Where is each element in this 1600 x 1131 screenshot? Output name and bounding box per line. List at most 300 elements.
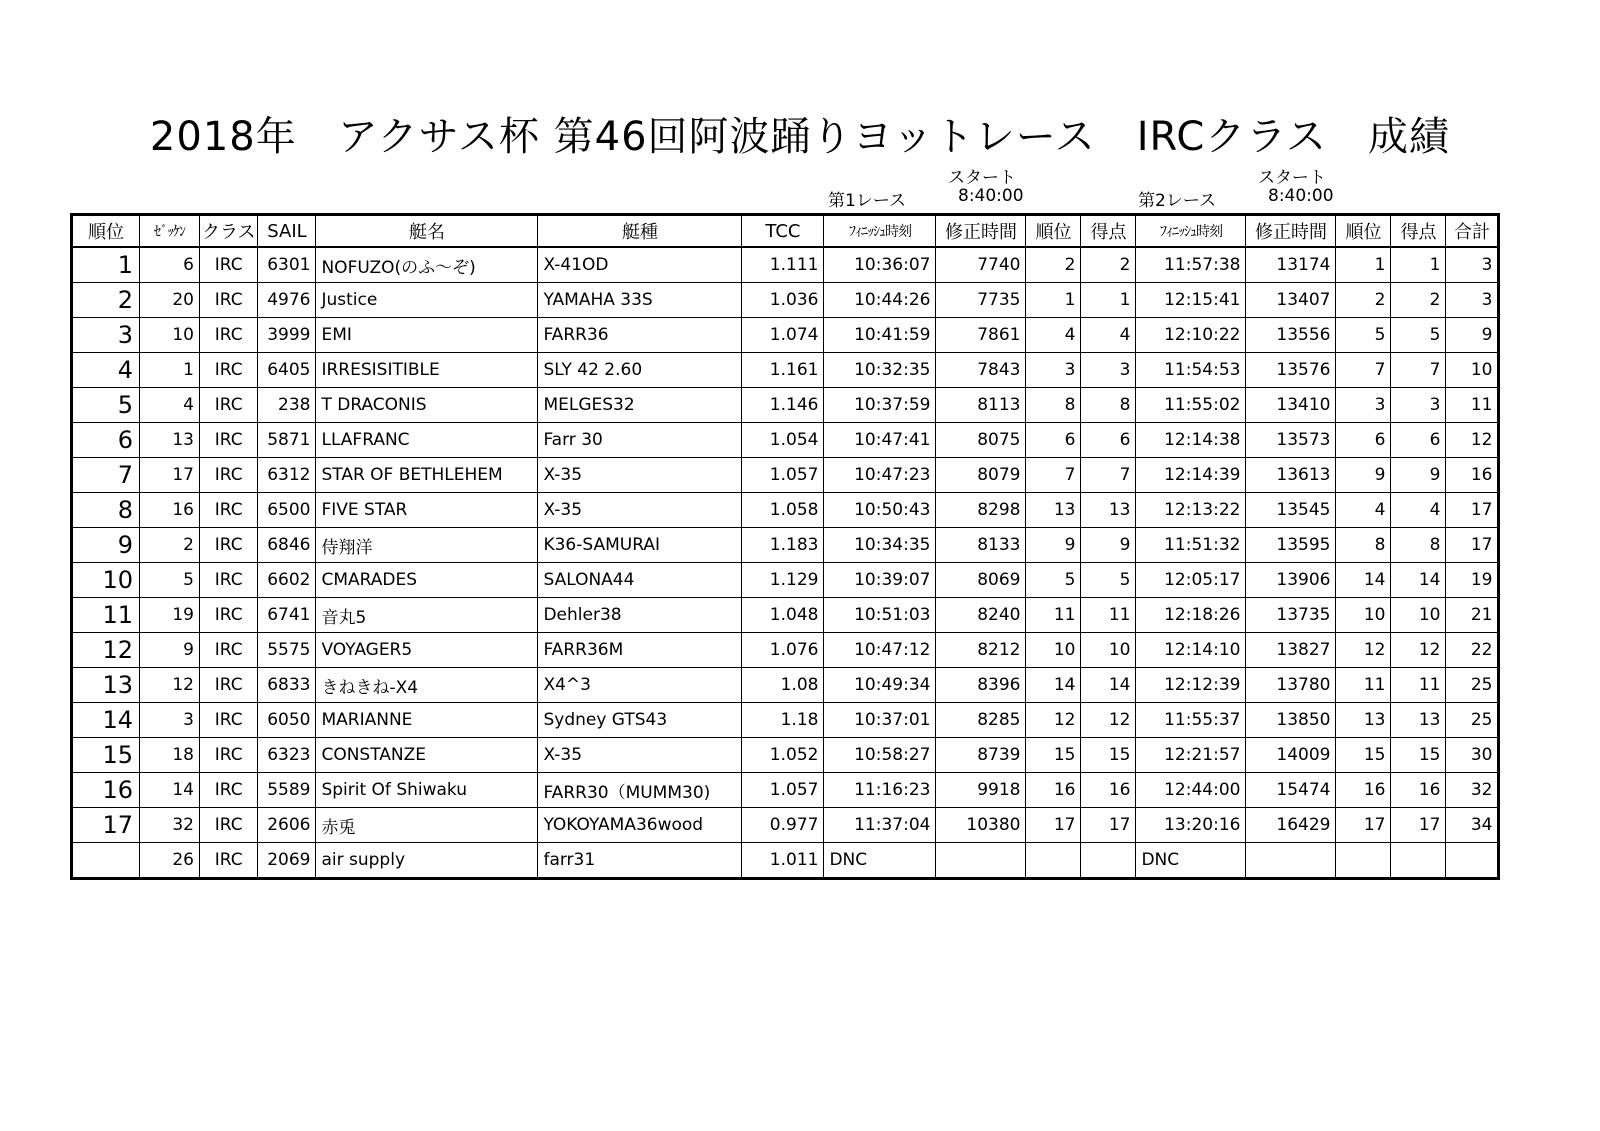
race2-start-time: 8:40:00 <box>1268 186 1334 206</box>
cell-bib: 19 <box>140 598 200 633</box>
table-row <box>72 318 1499 353</box>
cell-race2-finish: 12:14:38 <box>1136 423 1246 458</box>
header-race1-corrected: 修正時間 <box>936 215 1026 248</box>
cell-race2-finish: 12:12:39 <box>1136 668 1246 703</box>
cell-boat-name: MARIANNE <box>316 703 538 738</box>
cell-total: 3 <box>1446 283 1499 318</box>
cell-boat-type: X-41OD <box>538 247 742 283</box>
cell-race1-corrected: 7861 <box>936 318 1026 353</box>
cell-race1-finish: 10:44:26 <box>824 283 936 318</box>
cell-race1-finish: 10:51:03 <box>824 598 936 633</box>
cell-boat-type: K36-SAMURAI <box>538 528 742 563</box>
cell-rank: 5 <box>72 388 140 423</box>
header-total: 合計 <box>1446 215 1499 248</box>
cell-race1-rank: 2 <box>1026 247 1081 283</box>
cell-tcc: 1.183 <box>742 528 824 563</box>
cell-total: 12 <box>1446 423 1499 458</box>
cell-tcc: 1.161 <box>742 353 824 388</box>
cell-race1-rank: 14 <box>1026 668 1081 703</box>
cell-rank <box>72 843 140 879</box>
cell-race2-rank: 10 <box>1336 598 1391 633</box>
cell-boat-name: 侍翔洋 <box>316 528 538 563</box>
cell-race2-corrected: 13545 <box>1246 493 1336 528</box>
cell-race2-rank: 17 <box>1336 808 1391 843</box>
cell-boat-type: FARR36 <box>538 318 742 353</box>
cell-boat-name: 音丸5 <box>316 598 538 633</box>
table-row <box>72 738 1499 773</box>
cell-race2-finish: 11:54:53 <box>1136 353 1246 388</box>
cell-boat-name: LLAFRANC <box>316 423 538 458</box>
cell-tcc: 1.129 <box>742 563 824 598</box>
cell-race1-finish: 10:32:35 <box>824 353 936 388</box>
cell-race2-finish: 13:20:16 <box>1136 808 1246 843</box>
cell-race2-finish: 11:57:38 <box>1136 247 1246 283</box>
cell-race2-rank: 7 <box>1336 353 1391 388</box>
cell-race1-points: 10 <box>1081 633 1136 668</box>
cell-race2-rank: 3 <box>1336 388 1391 423</box>
cell-race1-corrected: 7843 <box>936 353 1026 388</box>
cell-race1-points: 13 <box>1081 493 1136 528</box>
cell-race2-corrected: 13613 <box>1246 458 1336 493</box>
cell-race1-finish: 10:50:43 <box>824 493 936 528</box>
cell-boat-name: VOYAGER5 <box>316 633 538 668</box>
cell-boat-name: T DRACONIS <box>316 388 538 423</box>
cell-race1-corrected: 8285 <box>936 703 1026 738</box>
cell-bib: 17 <box>140 458 200 493</box>
table-row <box>72 388 1499 423</box>
cell-race1-points: 7 <box>1081 458 1136 493</box>
cell-boat-type: YOKOYAMA36wood <box>538 808 742 843</box>
header-race2-finish: ﾌｨﾆｯｼｭ時刻 <box>1136 215 1246 248</box>
cell-sail: 4976 <box>258 283 316 318</box>
cell-class: IRC <box>200 738 258 773</box>
cell-race1-points: 11 <box>1081 598 1136 633</box>
cell-race2-points: 16 <box>1391 773 1446 808</box>
cell-race1-rank: 11 <box>1026 598 1081 633</box>
cell-race2-rank: 1 <box>1336 247 1391 283</box>
cell-race2-corrected: 14009 <box>1246 738 1336 773</box>
cell-race1-finish: 10:47:12 <box>824 633 936 668</box>
cell-race2-finish: 12:44:00 <box>1136 773 1246 808</box>
cell-rank: 10 <box>72 563 140 598</box>
header-rank: 順位 <box>72 215 140 248</box>
cell-tcc: 1.146 <box>742 388 824 423</box>
table-row <box>72 843 1499 879</box>
race2-start-label: スタート <box>1258 168 1326 188</box>
cell-race1-corrected: 7735 <box>936 283 1026 318</box>
cell-race1-corrected: 8212 <box>936 633 1026 668</box>
table-row <box>72 283 1499 318</box>
race1-label: 第1レース <box>828 191 906 211</box>
cell-class: IRC <box>200 808 258 843</box>
cell-race2-rank <box>1336 843 1391 879</box>
cell-boat-type: SALONA44 <box>538 563 742 598</box>
cell-race2-points: 1 <box>1391 247 1446 283</box>
cell-class: IRC <box>200 528 258 563</box>
cell-boat-name: きねきね-X4 <box>316 668 538 703</box>
cell-race2-points: 2 <box>1391 283 1446 318</box>
cell-boat-type: SLY 42 2.60 <box>538 353 742 388</box>
cell-tcc: 1.057 <box>742 458 824 493</box>
cell-race1-rank: 5 <box>1026 563 1081 598</box>
cell-total: 22 <box>1446 633 1499 668</box>
header-race2-corrected: 修正時間 <box>1246 215 1336 248</box>
table-row <box>72 423 1499 458</box>
cell-race1-rank: 17 <box>1026 808 1081 843</box>
cell-tcc: 1.111 <box>742 247 824 283</box>
cell-sail: 6301 <box>258 247 316 283</box>
cell-total: 3 <box>1446 247 1499 283</box>
cell-tcc: 0.977 <box>742 808 824 843</box>
cell-rank: 6 <box>72 423 140 458</box>
cell-race1-rank: 9 <box>1026 528 1081 563</box>
cell-boat-type: FARR30（MUMM30) <box>538 773 742 808</box>
cell-bib: 4 <box>140 388 200 423</box>
cell-race2-corrected: 16429 <box>1246 808 1336 843</box>
cell-rank: 12 <box>72 633 140 668</box>
cell-boat-type: X4^3 <box>538 668 742 703</box>
cell-race1-points: 4 <box>1081 318 1136 353</box>
header-race2-points: 得点 <box>1391 215 1446 248</box>
cell-race2-points: 15 <box>1391 738 1446 773</box>
cell-race2-corrected: 13595 <box>1246 528 1336 563</box>
cell-class: IRC <box>200 598 258 633</box>
cell-total: 30 <box>1446 738 1499 773</box>
cell-tcc: 1.08 <box>742 668 824 703</box>
cell-race1-finish: 10:39:07 <box>824 563 936 598</box>
cell-race1-points: 3 <box>1081 353 1136 388</box>
cell-race2-rank: 9 <box>1336 458 1391 493</box>
cell-race1-points: 16 <box>1081 773 1136 808</box>
table-row <box>72 773 1499 808</box>
cell-race1-corrected: 9918 <box>936 773 1026 808</box>
cell-race1-points: 6 <box>1081 423 1136 458</box>
cell-rank: 16 <box>72 773 140 808</box>
cell-race2-finish: 11:55:02 <box>1136 388 1246 423</box>
cell-race1-rank: 12 <box>1026 703 1081 738</box>
cell-race1-points: 12 <box>1081 703 1136 738</box>
cell-race2-rank: 2 <box>1336 283 1391 318</box>
cell-race1-rank: 13 <box>1026 493 1081 528</box>
cell-race2-points: 8 <box>1391 528 1446 563</box>
cell-race1-corrected: 8069 <box>936 563 1026 598</box>
cell-race1-corrected: 8739 <box>936 738 1026 773</box>
cell-race1-rank: 7 <box>1026 458 1081 493</box>
cell-sail: 6323 <box>258 738 316 773</box>
cell-race1-rank: 10 <box>1026 633 1081 668</box>
cell-race2-points: 4 <box>1391 493 1446 528</box>
cell-class: IRC <box>200 423 258 458</box>
cell-race2-corrected: 13827 <box>1246 633 1336 668</box>
cell-class: IRC <box>200 633 258 668</box>
cell-race2-rank: 15 <box>1336 738 1391 773</box>
cell-sail: 6602 <box>258 563 316 598</box>
cell-race1-finish: 10:41:59 <box>824 318 936 353</box>
cell-boat-type: FARR36M <box>538 633 742 668</box>
cell-race2-finish: 12:18:26 <box>1136 598 1246 633</box>
table-row <box>72 598 1499 633</box>
cell-boat-name: CMARADES <box>316 563 538 598</box>
cell-bib: 14 <box>140 773 200 808</box>
cell-race2-corrected: 13850 <box>1246 703 1336 738</box>
cell-race1-rank <box>1026 843 1081 879</box>
cell-race2-corrected: 13174 <box>1246 247 1336 283</box>
cell-tcc: 1.011 <box>742 843 824 879</box>
race2-label: 第2レース <box>1138 191 1216 211</box>
cell-race1-corrected: 8079 <box>936 458 1026 493</box>
cell-race2-finish: 11:55:37 <box>1136 703 1246 738</box>
cell-boat-name: air supply <box>316 843 538 879</box>
cell-class: IRC <box>200 283 258 318</box>
cell-class: IRC <box>200 563 258 598</box>
cell-race2-corrected: 13556 <box>1246 318 1336 353</box>
cell-boat-type: YAMAHA 33S <box>538 283 742 318</box>
cell-race2-rank: 11 <box>1336 668 1391 703</box>
cell-sail: 6050 <box>258 703 316 738</box>
cell-bib: 16 <box>140 493 200 528</box>
cell-race2-points: 17 <box>1391 808 1446 843</box>
cell-sail: 3999 <box>258 318 316 353</box>
table-row <box>72 493 1499 528</box>
cell-race1-finish: 10:47:23 <box>824 458 936 493</box>
cell-total: 16 <box>1446 458 1499 493</box>
cell-race1-points: 15 <box>1081 738 1136 773</box>
cell-race2-finish: 11:51:32 <box>1136 528 1246 563</box>
cell-bib: 18 <box>140 738 200 773</box>
cell-bib: 6 <box>140 247 200 283</box>
cell-race2-corrected: 13407 <box>1246 283 1336 318</box>
results-body <box>72 247 1499 879</box>
cell-rank: 15 <box>72 738 140 773</box>
cell-race2-points: 14 <box>1391 563 1446 598</box>
header-tcc: TCC <box>742 215 824 248</box>
cell-tcc: 1.036 <box>742 283 824 318</box>
cell-bib: 26 <box>140 843 200 879</box>
cell-race1-finish: 10:37:01 <box>824 703 936 738</box>
cell-race1-points: 17 <box>1081 808 1136 843</box>
cell-race1-points: 5 <box>1081 563 1136 598</box>
cell-race2-corrected <box>1246 843 1336 879</box>
cell-race1-corrected <box>936 843 1026 879</box>
cell-race2-points: 9 <box>1391 458 1446 493</box>
cell-race2-points <box>1391 843 1446 879</box>
cell-race2-corrected: 13410 <box>1246 388 1336 423</box>
cell-boat-name: IRRESISITIBLE <box>316 353 538 388</box>
cell-rank: 3 <box>72 318 140 353</box>
cell-race2-finish: 12:05:17 <box>1136 563 1246 598</box>
cell-race1-rank: 1 <box>1026 283 1081 318</box>
cell-sail: 5871 <box>258 423 316 458</box>
cell-class: IRC <box>200 773 258 808</box>
table-row <box>72 563 1499 598</box>
cell-race2-corrected: 15474 <box>1246 773 1336 808</box>
cell-race1-corrected: 8298 <box>936 493 1026 528</box>
cell-rank: 8 <box>72 493 140 528</box>
header-race1-finish: ﾌｨﾆｯｼｭ時刻 <box>824 215 936 248</box>
cell-tcc: 1.074 <box>742 318 824 353</box>
cell-race2-points: 12 <box>1391 633 1446 668</box>
cell-race2-points: 5 <box>1391 318 1446 353</box>
cell-total: 11 <box>1446 388 1499 423</box>
cell-race1-finish: 11:16:23 <box>824 773 936 808</box>
cell-race1-rank: 15 <box>1026 738 1081 773</box>
cell-race2-points: 13 <box>1391 703 1446 738</box>
cell-race1-points: 8 <box>1081 388 1136 423</box>
header-race2-rank: 順位 <box>1336 215 1391 248</box>
cell-tcc: 1.18 <box>742 703 824 738</box>
cell-class: IRC <box>200 843 258 879</box>
cell-total: 34 <box>1446 808 1499 843</box>
cell-bib: 20 <box>140 283 200 318</box>
cell-race1-finish: 10:49:34 <box>824 668 936 703</box>
cell-boat-type: MELGES32 <box>538 388 742 423</box>
cell-race1-points: 14 <box>1081 668 1136 703</box>
cell-race2-finish: 12:14:39 <box>1136 458 1246 493</box>
table-row <box>72 528 1499 563</box>
cell-race2-rank: 6 <box>1336 423 1391 458</box>
cell-boat-type: farr31 <box>538 843 742 879</box>
cell-boat-name: NOFUZO(のふ～ぞ) <box>316 247 538 283</box>
cell-boat-name: CONSTANZE <box>316 738 538 773</box>
cell-race1-finish: 10:47:41 <box>824 423 936 458</box>
cell-sail: 6741 <box>258 598 316 633</box>
cell-boat-type: X-35 <box>538 738 742 773</box>
cell-boat-type: Sydney GTS43 <box>538 703 742 738</box>
header-boat-type: 艇種 <box>538 215 742 248</box>
cell-sail: 238 <box>258 388 316 423</box>
cell-boat-name: FIVE STAR <box>316 493 538 528</box>
race1-start-time: 8:40:00 <box>958 186 1024 206</box>
header-bib: ｾﾞｯｹﾝ <box>140 215 200 248</box>
cell-race1-finish: 10:36:07 <box>824 247 936 283</box>
cell-boat-name: 赤兎 <box>316 808 538 843</box>
cell-race2-finish: DNC <box>1136 843 1246 879</box>
cell-sail: 2606 <box>258 808 316 843</box>
table-row <box>72 458 1499 493</box>
table-row <box>72 353 1499 388</box>
cell-race1-rank: 16 <box>1026 773 1081 808</box>
cell-race2-finish: 12:10:22 <box>1136 318 1246 353</box>
cell-race1-finish: 10:37:59 <box>824 388 936 423</box>
cell-race2-corrected: 13573 <box>1246 423 1336 458</box>
cell-total: 19 <box>1446 563 1499 598</box>
cell-bib: 10 <box>140 318 200 353</box>
cell-tcc: 1.076 <box>742 633 824 668</box>
cell-race1-rank: 6 <box>1026 423 1081 458</box>
cell-class: IRC <box>200 493 258 528</box>
cell-total: 10 <box>1446 353 1499 388</box>
cell-bib: 9 <box>140 633 200 668</box>
cell-bib: 2 <box>140 528 200 563</box>
cell-rank: 1 <box>72 247 140 283</box>
cell-boat-type: Dehler38 <box>538 598 742 633</box>
table-row <box>72 808 1499 843</box>
header-boat-name: 艇名 <box>316 215 538 248</box>
cell-race1-rank: 3 <box>1026 353 1081 388</box>
cell-rank: 2 <box>72 283 140 318</box>
cell-rank: 4 <box>72 353 140 388</box>
cell-bib: 12 <box>140 668 200 703</box>
cell-race1-finish: 11:37:04 <box>824 808 936 843</box>
cell-race2-corrected: 13576 <box>1246 353 1336 388</box>
cell-rank: 17 <box>72 808 140 843</box>
cell-class: IRC <box>200 703 258 738</box>
cell-race1-finish: DNC <box>824 843 936 879</box>
cell-race2-rank: 12 <box>1336 633 1391 668</box>
cell-race1-points: 1 <box>1081 283 1136 318</box>
header-race1-points: 得点 <box>1081 215 1136 248</box>
cell-class: IRC <box>200 668 258 703</box>
cell-race2-corrected: 13735 <box>1246 598 1336 633</box>
table-row <box>72 668 1499 703</box>
header-race1-rank: 順位 <box>1026 215 1081 248</box>
results-table <box>70 213 1500 880</box>
cell-tcc: 1.058 <box>742 493 824 528</box>
cell-total: 21 <box>1446 598 1499 633</box>
cell-total <box>1446 843 1499 879</box>
table-row <box>72 247 1499 283</box>
page-title: 2018年 アクサス杯 第46回阿波踊りヨットレース IRCクラス 成績 <box>149 114 1451 160</box>
cell-boat-type: X-35 <box>538 493 742 528</box>
cell-race1-corrected: 8113 <box>936 388 1026 423</box>
cell-total: 32 <box>1446 773 1499 808</box>
cell-race2-points: 7 <box>1391 353 1446 388</box>
cell-race1-points <box>1081 843 1136 879</box>
cell-boat-name: EMI <box>316 318 538 353</box>
cell-race1-corrected: 7740 <box>936 247 1026 283</box>
cell-rank: 9 <box>72 528 140 563</box>
cell-bib: 32 <box>140 808 200 843</box>
cell-race1-corrected: 8396 <box>936 668 1026 703</box>
cell-boat-name: Justice <box>316 283 538 318</box>
cell-race1-rank: 4 <box>1026 318 1081 353</box>
cell-race2-points: 6 <box>1391 423 1446 458</box>
cell-class: IRC <box>200 353 258 388</box>
header-row <box>72 215 1499 248</box>
cell-sail: 2069 <box>258 843 316 879</box>
cell-rank: 11 <box>72 598 140 633</box>
cell-race2-rank: 13 <box>1336 703 1391 738</box>
cell-sail: 6500 <box>258 493 316 528</box>
cell-race2-points: 10 <box>1391 598 1446 633</box>
cell-race1-corrected: 10380 <box>936 808 1026 843</box>
cell-race2-finish: 12:21:57 <box>1136 738 1246 773</box>
cell-boat-name: Spirit Of Shiwaku <box>316 773 538 808</box>
cell-rank: 14 <box>72 703 140 738</box>
cell-race1-finish: 10:34:35 <box>824 528 936 563</box>
table-row <box>72 633 1499 668</box>
cell-race2-corrected: 13780 <box>1246 668 1336 703</box>
cell-sail: 6833 <box>258 668 316 703</box>
cell-boat-name: STAR OF BETHLEHEM <box>316 458 538 493</box>
cell-tcc: 1.054 <box>742 423 824 458</box>
header-class: クラス <box>200 215 258 248</box>
cell-race2-corrected: 13906 <box>1246 563 1336 598</box>
cell-race2-rank: 4 <box>1336 493 1391 528</box>
cell-class: IRC <box>200 388 258 423</box>
cell-race1-finish: 10:58:27 <box>824 738 936 773</box>
cell-sail: 6846 <box>258 528 316 563</box>
cell-bib: 3 <box>140 703 200 738</box>
cell-race2-points: 11 <box>1391 668 1446 703</box>
cell-total: 9 <box>1446 318 1499 353</box>
cell-sail: 6312 <box>258 458 316 493</box>
cell-race1-points: 2 <box>1081 247 1136 283</box>
cell-boat-type: Farr 30 <box>538 423 742 458</box>
cell-rank: 7 <box>72 458 140 493</box>
cell-total: 17 <box>1446 493 1499 528</box>
cell-bib: 13 <box>140 423 200 458</box>
